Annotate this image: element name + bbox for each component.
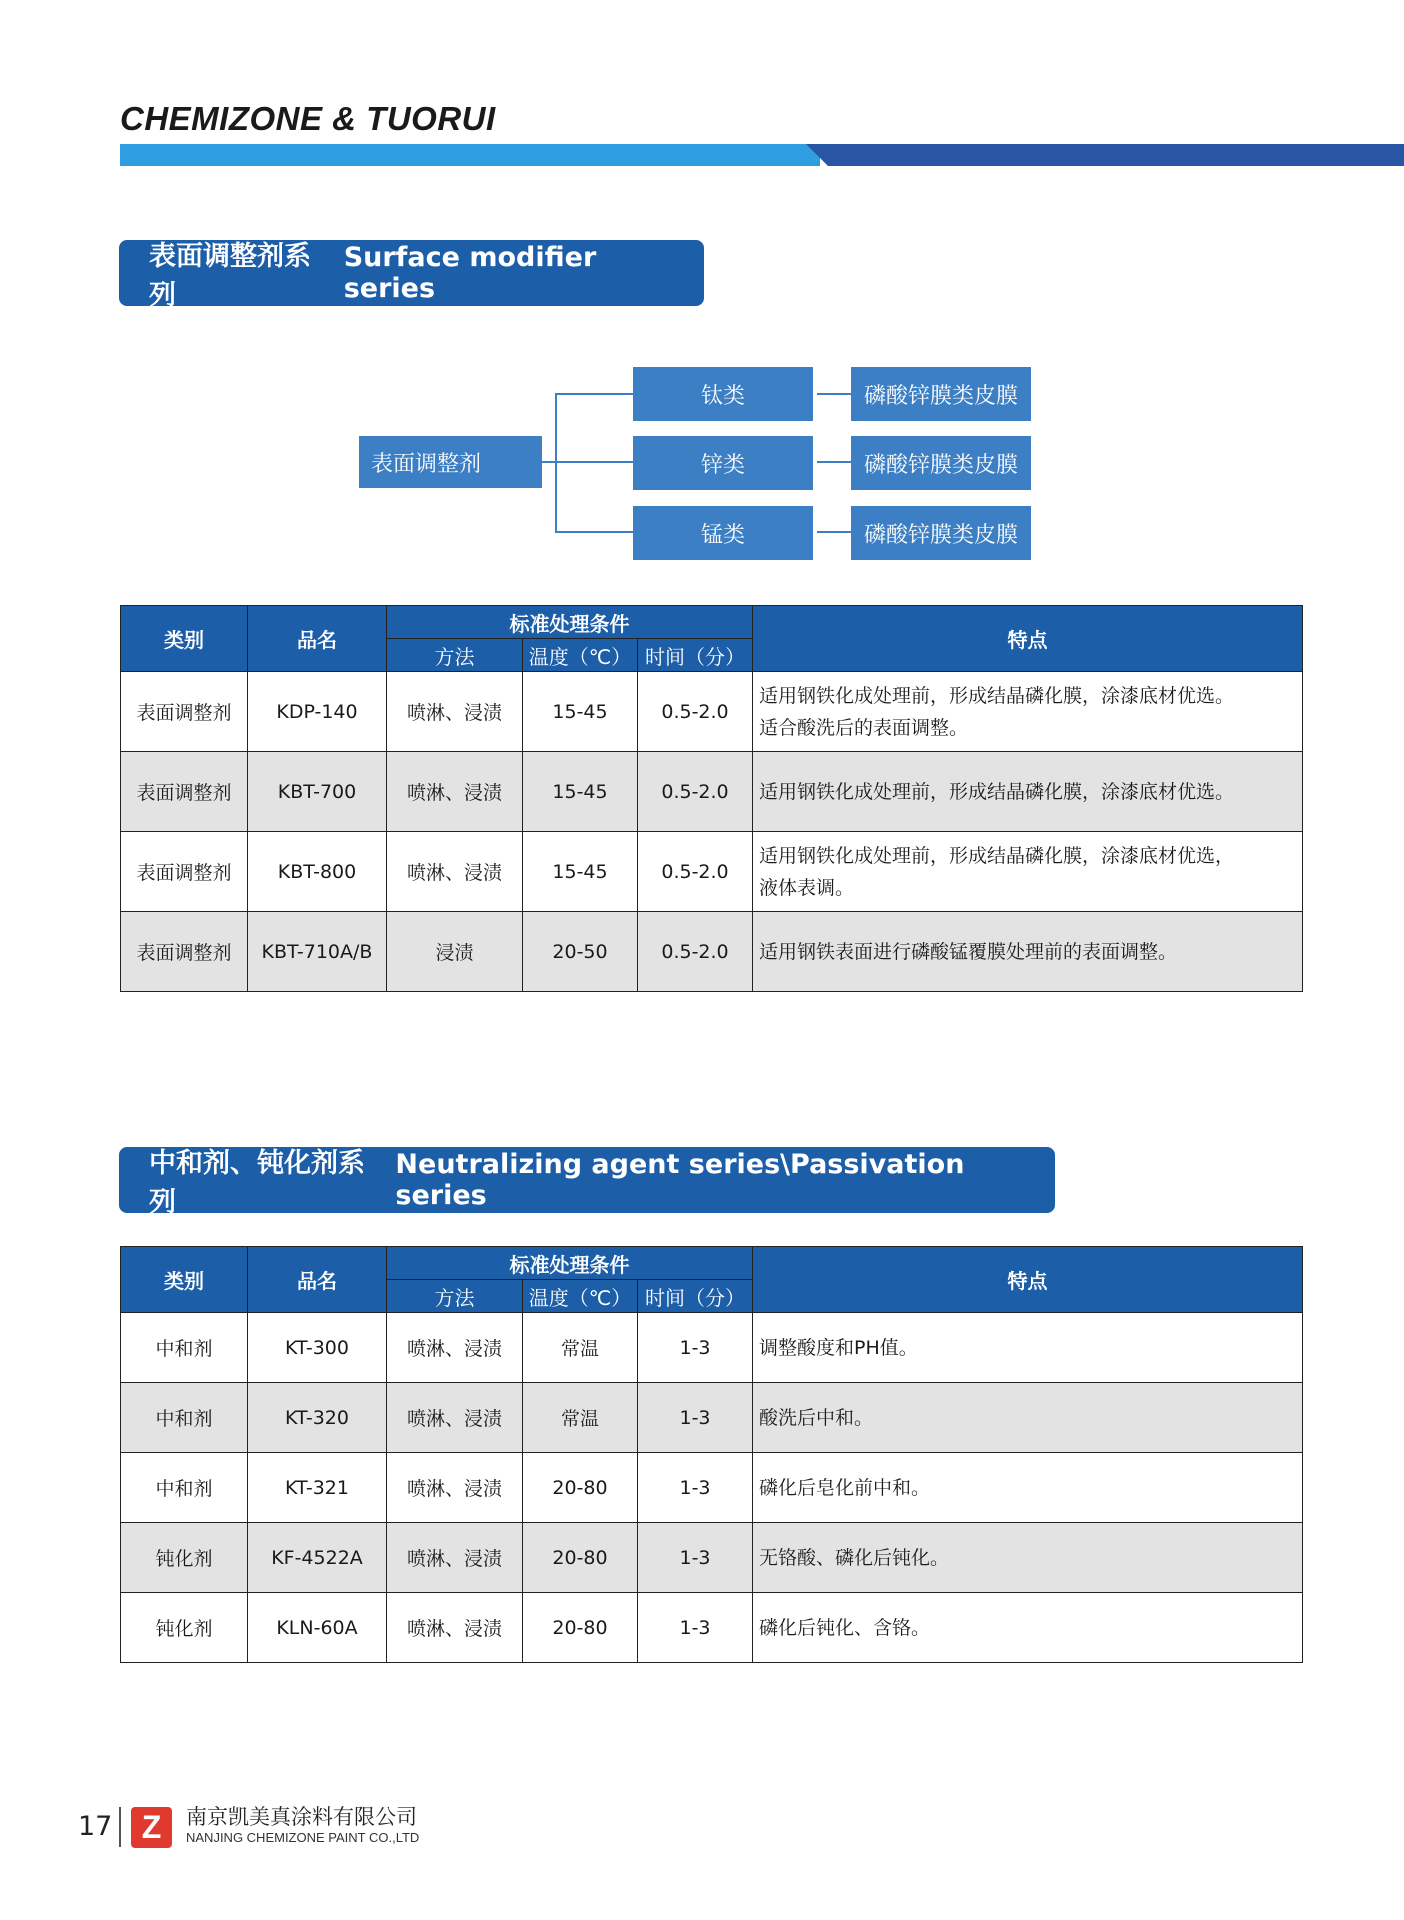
cell-category: 表面调整剂 — [121, 752, 248, 832]
header-features: 特点 — [753, 1247, 1303, 1313]
cell-temp: 15-45 — [523, 832, 638, 912]
cell-features — [753, 672, 1303, 752]
tree-connector — [817, 461, 851, 463]
header-temp: 温度（℃） — [523, 1280, 638, 1313]
cell-method: 喷淋、浸渍 — [387, 1383, 523, 1453]
cell-features — [753, 1523, 1303, 1593]
cell-features — [753, 832, 1303, 912]
header-bar-light — [120, 144, 820, 166]
footer-divider — [119, 1807, 121, 1847]
logo-letter: Z — [141, 1809, 162, 1845]
table-row — [121, 672, 1303, 752]
table-row — [121, 1383, 1303, 1453]
header-features: 特点 — [753, 606, 1303, 672]
tree-branch-type: 锌类 — [633, 436, 813, 490]
feature-line: 适用钢铁表面进行磷酸锰覆膜处理前的表面调整。 — [759, 940, 1178, 963]
header-product: 品名 — [248, 1247, 387, 1313]
cell-time: 1-3 — [638, 1453, 753, 1523]
table-row — [121, 1593, 1303, 1663]
cell-product: KDP-140 — [248, 672, 387, 752]
cell-product: KT-321 — [248, 1453, 387, 1523]
cell-temp: 20-50 — [523, 912, 638, 992]
table-row — [121, 1523, 1303, 1593]
table-row — [121, 1453, 1303, 1523]
cell-features — [753, 1453, 1303, 1523]
cell-category: 中和剂 — [121, 1313, 248, 1383]
section-title-cn: 表面调整剂系列 — [149, 241, 311, 311]
cell-product: KBT-700 — [248, 752, 387, 832]
cell-features — [753, 1593, 1303, 1663]
cell-category: 钝化剂 — [121, 1523, 248, 1593]
section-title-surface-modifier — [119, 240, 704, 311]
cell-category: 中和剂 — [121, 1453, 248, 1523]
tree-root: 表面调整剂 — [359, 436, 542, 488]
header-method: 方法 — [387, 639, 523, 672]
tree-branch-type: 锰类 — [633, 506, 813, 560]
cell-temp: 20-80 — [523, 1523, 638, 1593]
header-method: 方法 — [387, 1280, 523, 1313]
feature-line: 磷化后钝化、含铬。 — [759, 1616, 931, 1639]
cell-product: KT-300 — [248, 1313, 387, 1383]
tree-connector — [555, 393, 557, 533]
cell-time: 1-3 — [638, 1523, 753, 1593]
cell-temp: 15-45 — [523, 752, 638, 832]
surface-modifier-table — [120, 605, 1303, 992]
header-time: 时间（分） — [638, 639, 753, 672]
feature-line: 适用钢铁化成处理前，形成结晶磷化膜，涂漆底材优选， — [759, 844, 1235, 867]
brand-title: CHEMIZONE & TUORUI — [120, 100, 496, 137]
cell-method: 喷淋、浸渍 — [387, 832, 523, 912]
feature-line: 酸洗后中和。 — [759, 1406, 874, 1429]
tree-branch-film: 磷酸锌膜类皮膜 — [851, 367, 1031, 421]
header-time: 时间（分） — [638, 1280, 753, 1313]
tree-connector — [542, 461, 556, 463]
header-temp: 温度（℃） — [523, 639, 638, 672]
header-conditions: 标准处理条件 — [387, 606, 753, 639]
cell-category: 中和剂 — [121, 1383, 248, 1453]
section-title-cn: 中和剂、钝化剂系列 — [149, 1148, 365, 1218]
header-category: 类别 — [121, 606, 248, 672]
cell-temp: 常温 — [523, 1313, 638, 1383]
cell-product: KLN-60A — [248, 1593, 387, 1663]
cell-category: 表面调整剂 — [121, 832, 248, 912]
cell-temp: 15-45 — [523, 672, 638, 752]
feature-line: 适合酸洗后的表面调整。 — [759, 716, 969, 739]
section-title-en: Surface modifier series — [343, 242, 597, 304]
table-row — [121, 752, 1303, 832]
company-logo — [131, 1807, 172, 1848]
company-name-cn: 南京凯美真涂料有限公司 — [186, 1805, 417, 1829]
feature-line: 磷化后皂化前中和。 — [759, 1476, 931, 1499]
section-title-neutralizing-passivation — [119, 1147, 1055, 1218]
tree-branch-film: 磷酸锌膜类皮膜 — [851, 506, 1031, 560]
header-product: 品名 — [248, 606, 387, 672]
cell-features — [753, 752, 1303, 832]
tree-connector — [555, 393, 633, 395]
company-name-en: NANJING CHEMIZONE PAINT CO.,LTD — [186, 1830, 420, 1845]
table-row — [121, 1313, 1303, 1383]
feature-line: 适用钢铁化成处理前，形成结晶磷化膜，涂漆底材优选。 — [759, 684, 1235, 707]
cell-features — [753, 1383, 1303, 1453]
table-row — [121, 912, 1303, 992]
cell-product: KF-4522A — [248, 1523, 387, 1593]
header-conditions: 标准处理条件 — [387, 1247, 753, 1280]
feature-line: 无铬酸、磷化后钝化。 — [759, 1546, 950, 1569]
feature-line: 适用钢铁化成处理前，形成结晶磷化膜，涂漆底材优选。 — [759, 780, 1235, 803]
cell-method: 喷淋、浸渍 — [387, 1313, 523, 1383]
feature-line: 调整酸度和PH值。 — [759, 1336, 918, 1359]
header-category: 类别 — [121, 1247, 248, 1313]
cell-temp: 20-80 — [523, 1593, 638, 1663]
cell-features — [753, 912, 1303, 992]
cell-method: 喷淋、浸渍 — [387, 752, 523, 832]
cell-time: 1-3 — [638, 1593, 753, 1663]
cell-time: 0.5-2.0 — [638, 752, 753, 832]
cell-method: 喷淋、浸渍 — [387, 1593, 523, 1663]
cell-time: 0.5-2.0 — [638, 912, 753, 992]
section-title-en: Neutralizing agent series\Passivation series — [395, 1149, 965, 1211]
cell-time: 0.5-2.0 — [638, 672, 753, 752]
cell-category: 钝化剂 — [121, 1593, 248, 1663]
cell-temp: 常温 — [523, 1383, 638, 1453]
tree-connector — [817, 393, 851, 395]
cell-temp: 20-80 — [523, 1453, 638, 1523]
cell-method: 喷淋、浸渍 — [387, 1453, 523, 1523]
cell-time: 1-3 — [638, 1313, 753, 1383]
tree-branch-film: 磷酸锌膜类皮膜 — [851, 436, 1031, 490]
cell-category: 表面调整剂 — [121, 672, 248, 752]
cell-time: 1-3 — [638, 1383, 753, 1453]
cell-product: KBT-800 — [248, 832, 387, 912]
cell-method: 浸渍 — [387, 912, 523, 992]
cell-time: 0.5-2.0 — [638, 832, 753, 912]
cell-category: 表面调整剂 — [121, 912, 248, 992]
tree-branch-type: 钛类 — [633, 367, 813, 421]
cell-product: KBT-710A/B — [248, 912, 387, 992]
tree-connector — [817, 531, 851, 533]
header-bar-dark — [806, 144, 1404, 166]
cell-product: KT-320 — [248, 1383, 387, 1453]
feature-line: 液体表调。 — [759, 876, 855, 899]
tree-connector — [555, 461, 633, 463]
neutralizing-passivation-table — [120, 1246, 1303, 1663]
cell-method: 喷淋、浸渍 — [387, 1523, 523, 1593]
page-number: 17 — [78, 1811, 113, 1842]
cell-features — [753, 1313, 1303, 1383]
tree-connector — [555, 531, 633, 533]
table-row — [121, 832, 1303, 912]
cell-method: 喷淋、浸渍 — [387, 672, 523, 752]
